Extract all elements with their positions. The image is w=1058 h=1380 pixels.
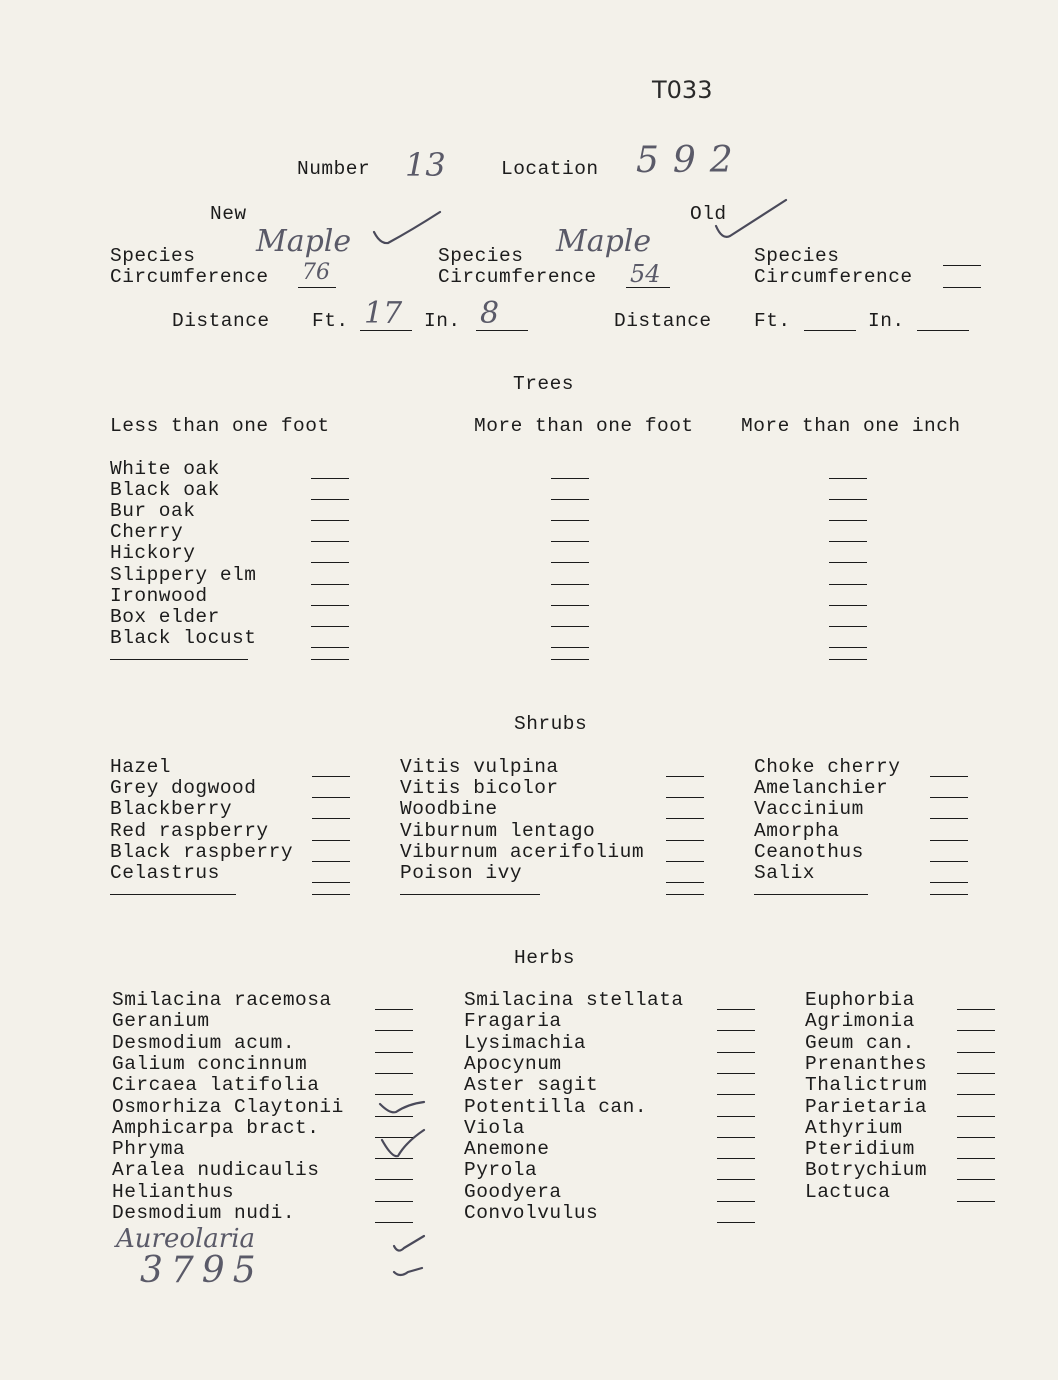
herbs-title: Herbs [514,947,576,969]
herb-blank [375,1094,413,1095]
shrub-extra-blank [312,894,350,895]
ft-label-old: Ft. [754,310,791,332]
herb-item: Potentilla can. [464,1095,648,1118]
shrub-extra-blank [930,894,968,895]
shrub-extra-name-blank [400,894,540,895]
in-label-new: In. [424,310,461,332]
tree-blank-more-inch [829,499,867,500]
shrub-blank [666,882,704,883]
shrub-item: Amorpha [754,819,840,842]
herb-item: Geranium [112,1010,210,1033]
in-label-old: In. [868,310,905,332]
shrub-blank [930,818,968,819]
herb-item: Desmodium acum. [112,1031,296,1054]
herb-item: Aster sagit [464,1074,599,1097]
herb-item: Viola [464,1116,526,1139]
herb-blank [957,1201,995,1202]
shrub-item: Viburnum acerifolium [400,840,645,863]
shrub-blank [312,818,350,819]
herb-item: Athyrium [805,1116,903,1139]
herb-item: Lysimachia [464,1031,587,1054]
location-label: Location [501,158,599,180]
herb-blank [717,1158,755,1159]
herb-item: Phryma [112,1138,186,1161]
herb-blank [375,1158,413,1159]
tree-blank-less-foot [311,605,349,606]
herb-blank [957,1009,995,1010]
herb-item: Geum can. [805,1031,915,1054]
trees-col2-header: More than one foot [474,415,694,437]
herb-item: Thalictrum [805,1074,928,1097]
old-label: Old [690,203,727,225]
number-value: 13 [405,146,446,184]
tree-blank-more-foot [551,647,589,648]
third-circumference-label: Circumference [754,266,913,288]
herb-item: Convolvulus [464,1202,599,1224]
shrub-blank [930,797,968,798]
herb-blank [717,1201,755,1202]
herb-item: Pteridium [805,1138,915,1161]
tree-blank-less-foot [311,647,349,648]
tree-blank-more-foot [551,605,589,606]
tree-blank-more-foot [551,584,589,585]
tree-blank-more-foot [551,478,589,479]
tree-extra-name-blank [110,659,248,660]
tree-item: Black oak [110,479,220,502]
herb-item: Pyrola [464,1159,538,1182]
herb-item: Osmorhiza Claytonii [112,1095,344,1118]
herb-item: Anemone [464,1138,550,1161]
shrub-blank [312,861,350,862]
third-species-label: Species [754,245,840,267]
shrub-blank [930,840,968,841]
new-species-label: Species [110,245,196,267]
tree-item: Hickory [110,542,196,565]
herb-blank [957,1052,995,1053]
herb-blank [375,1073,413,1074]
herb-blank [375,1179,413,1180]
herb-item: Fragaria [464,1010,562,1033]
new-circumference-value: 76 [302,260,330,285]
herb-blank [375,1201,413,1202]
herb-item: Helianthus [112,1180,235,1203]
tree-blank-more-inch [829,478,867,479]
herb-blank [717,1222,755,1223]
ft-label-new: Ft. [312,310,349,332]
shrub-blank [666,840,704,841]
herb-item: Smilacina racemosa [112,989,332,1011]
tree-item: Cherry [110,521,184,544]
herb-blank [717,1094,755,1095]
herb-item: Circaea latifolia [112,1074,320,1097]
shrub-blank [666,861,704,862]
herb-blank [717,1116,755,1117]
distance-in-value: 8 [480,296,500,331]
herb-item: Euphorbia [805,989,915,1011]
shrub-blank [930,882,968,883]
tree-blank-less-foot [311,499,349,500]
herb-item: Lactuca [805,1180,891,1203]
tree-extra-blank [829,659,867,660]
tree-blank-more-inch [829,562,867,563]
tree-extra-blank [551,659,589,660]
handwritten-note-number: 3795 [140,1250,264,1291]
herb-item: Parietaria [805,1095,928,1118]
herb-blank [375,1030,413,1031]
shrub-blank [666,818,704,819]
tree-blank-more-foot [551,541,589,542]
shrub-blank [930,861,968,862]
shrub-item: Ceanothus [754,840,864,863]
shrub-item: Woodbine [400,798,498,821]
handwritten-note-name: Aureolaria [116,1224,256,1254]
location-value: 592 [636,140,747,181]
herb-item: Galium concinnum [112,1052,308,1075]
shrub-blank [312,797,350,798]
shrub-item: Blackberry [110,798,233,821]
tree-blank-less-foot [311,626,349,627]
herb-blank [957,1137,995,1138]
herb-item: Agrimonia [805,1010,915,1033]
shrub-blank [312,882,350,883]
tree-item: Black locust [110,626,257,649]
herb-blank [717,1179,755,1180]
herb-blank [957,1158,995,1159]
shrub-item: Red raspberry [110,819,269,842]
new-label: New [210,203,247,225]
herb-blank [717,1030,755,1031]
shrub-item: Vitis bicolor [400,777,559,800]
shrub-item: Choke cherry [754,756,901,778]
tree-blank-more-inch [829,647,867,648]
herb-blank [717,1137,755,1138]
herb-item: Botrychium [805,1159,928,1182]
tree-blank-less-foot [311,520,349,521]
shrub-item: Hazel [110,756,172,778]
herb-item: Apocynum [464,1052,562,1075]
shrub-blank [312,776,350,777]
tree-blank-less-foot [311,541,349,542]
shrub-item: Grey dogwood [110,777,257,800]
herb-blank [957,1073,995,1074]
tree-blank-more-foot [551,499,589,500]
distance-ft-value: 17 [364,296,403,331]
herb-blank [717,1009,755,1010]
shrub-blank [312,840,350,841]
new-circumference-label: Circumference [110,266,269,288]
shrub-blank [666,797,704,798]
tree-blank-less-foot [311,584,349,585]
trees-title: Trees [513,373,575,395]
herb-item: Aralea nudicaulis [112,1159,320,1182]
tree-item: Box elder [110,605,220,628]
shrub-item: Poison ivy [400,862,523,884]
trees-col3-header: More than one inch [741,415,961,437]
tree-item: Bur oak [110,500,196,523]
tree-item: White oak [110,458,220,480]
shrub-item: Amelanchier [754,777,889,800]
herb-item: Amphicarpa bract. [112,1116,320,1139]
shrub-blank [666,776,704,777]
shrub-item: Black raspberry [110,840,294,863]
shrub-item: Vitis vulpina [400,756,559,778]
shrub-blank [930,776,968,777]
tree-blank-more-inch [829,626,867,627]
herb-blank [375,1116,413,1117]
tree-extra-blank [311,659,349,660]
number-label: Number [297,158,371,180]
sheet-id-stamp: T033 [652,76,713,104]
herb-item: Prenanthes [805,1052,928,1075]
tree-blank-more-foot [551,520,589,521]
herb-blank [957,1116,995,1117]
tree-blank-more-inch [829,605,867,606]
shrub-item: Celastrus [110,862,220,884]
old-species-label: Species [438,245,524,267]
herb-blank [375,1052,413,1053]
tree-blank-less-foot [311,562,349,563]
tree-blank-more-inch [829,520,867,521]
shrub-extra-name-blank [110,894,236,895]
herb-blank [717,1073,755,1074]
shrub-item: Viburnum lentago [400,819,596,842]
herb-item: Goodyera [464,1180,562,1203]
herb-blank [717,1052,755,1053]
tree-item: Slippery elm [110,563,257,586]
shrub-extra-name-blank [754,894,868,895]
tree-blank-more-inch [829,584,867,585]
tree-blank-less-foot [311,478,349,479]
shrub-extra-blank [666,894,704,895]
tree-blank-more-inch [829,541,867,542]
shrubs-title: Shrubs [514,713,588,735]
herb-blank [957,1030,995,1031]
tree-item: Ironwood [110,584,208,607]
tree-blank-more-foot [551,562,589,563]
herb-blank [375,1009,413,1010]
old-circumference-value: 54 [630,260,661,288]
distance-label-new: Distance [172,310,270,332]
new-species-value: Maple [256,224,352,259]
herb-blank [375,1222,413,1223]
old-species-value: Maple [556,224,652,259]
herb-blank [375,1137,413,1138]
trees-col1-header: Less than one foot [110,415,330,437]
old-circumference-label: Circumference [438,266,597,288]
tree-blank-more-foot [551,626,589,627]
herb-item: Desmodium nudi. [112,1202,296,1224]
herb-blank [957,1179,995,1180]
herb-item: Smilacina stellata [464,989,684,1011]
shrub-item: Salix [754,862,816,884]
shrub-item: Vaccinium [754,798,864,821]
distance-label-old: Distance [614,310,712,332]
herb-blank [957,1094,995,1095]
